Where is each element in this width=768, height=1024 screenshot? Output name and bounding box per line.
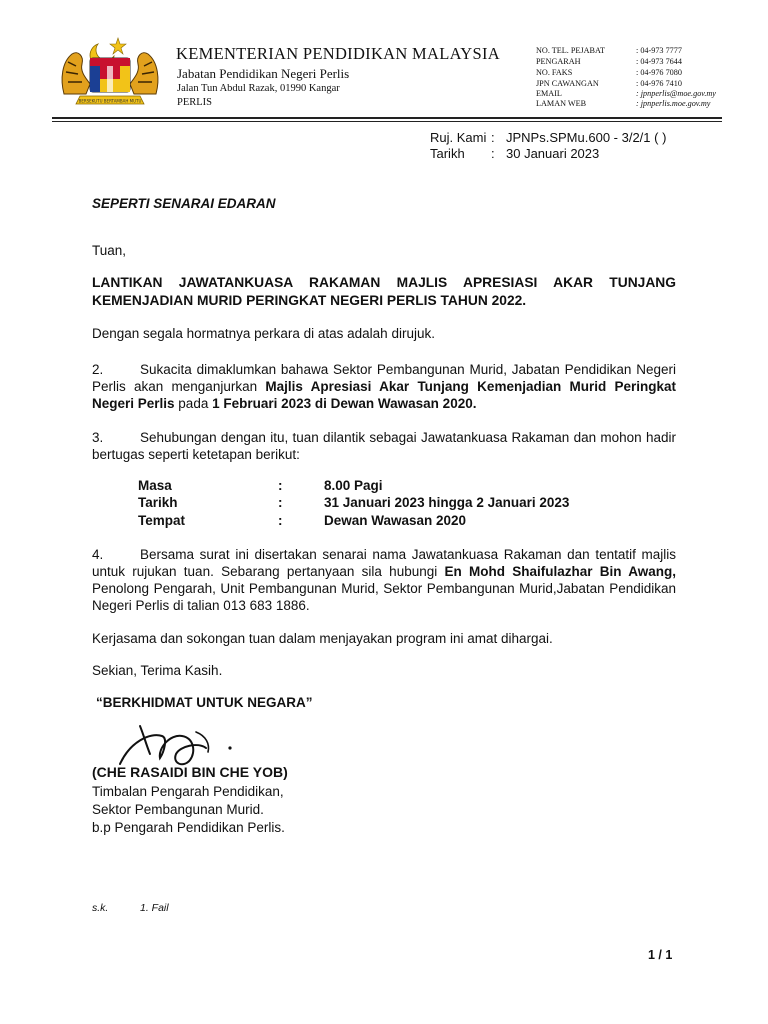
ministry-name: KEMENTERIAN PENDIDIKAN MALAYSIA bbox=[176, 44, 501, 63]
recipient: SEPERTI SENARAI EDARAN bbox=[92, 196, 276, 211]
paragraph-number: 2. bbox=[92, 362, 104, 377]
contact-row bbox=[536, 68, 726, 77]
ref-colon: : bbox=[491, 130, 495, 145]
contact-label: PENGARAH bbox=[536, 57, 581, 66]
schedule-label: Tempat bbox=[138, 513, 186, 528]
letter-date: 30 Januari 2023 bbox=[506, 146, 600, 161]
schedule-date: 31 Januari 2023 hingga 2 Januari 2023 bbox=[324, 495, 570, 510]
signatory-name: (CHE RASAIDI BIN CHE YOB) bbox=[92, 764, 288, 780]
signatory-authority: b.p Pengarah Pendidikan Perlis. bbox=[92, 820, 285, 835]
schedule-time: 8.00 Pagi bbox=[324, 478, 383, 493]
date-colon: : bbox=[491, 146, 495, 161]
ref-label: Ruj. Kami bbox=[430, 130, 487, 145]
page-number: 1 / 1 bbox=[648, 948, 673, 962]
cc-label: s.k. bbox=[92, 902, 109, 914]
contact-value: : 04-976 7410 bbox=[636, 79, 682, 88]
schedule-label: Masa bbox=[138, 478, 172, 493]
ref-number: JPNPs.SPMu.600 - 3/2/1 ( ) bbox=[506, 130, 667, 145]
signatory-sector: Sektor Pembangunan Murid. bbox=[92, 802, 264, 817]
paragraph-text: pada bbox=[174, 396, 213, 411]
event-name: Majlis Apresiasi Akar Tunjang Kemenjadian Murid Peringkat Negeri Perlis bbox=[92, 379, 676, 411]
paragraph-text: Bersama surat ini disertakan senarai nama Jawatankuasa Rakaman dan tentatif majlis untuk rujukan tuan. Sebarang pertanyaan sila hubungi bbox=[92, 547, 676, 579]
paragraph-text: Sukacita dimaklumkan bahawa Sektor Pembangunan Murid, Jabatan Pendidikan Negeri Perlis akan menganjurkan bbox=[92, 362, 676, 394]
contact-row bbox=[536, 46, 726, 55]
contact-row bbox=[536, 89, 726, 98]
contact-value: : 04-973 7777 bbox=[636, 46, 682, 55]
paragraph-text: Sehubungan dengan itu, tuan dilantik sebagai Jawatankuasa Rakaman dan mohon hadir bertugas seperti ketetapan berikut: bbox=[92, 430, 676, 462]
schedule-colon: : bbox=[278, 478, 283, 493]
contact-email: : jpnperlis@moe.gov.my bbox=[636, 89, 716, 98]
paragraph-text: Penolong Pengarah, Unit Pembangunan Murid, Sektor Pembangunan Murid,Jabatan Pendidikan Negeri Perlis di talian 013 683 1886. bbox=[92, 581, 676, 613]
schedule-colon: : bbox=[278, 513, 283, 528]
paragraph-number: 4. bbox=[92, 547, 104, 562]
subject-heading: LANTIKAN JAWATANKUASA RAKAMAN MAJLIS APRESIASI AKAR TUNJANG KEMENJADIAN MURID PERINGKAT NEGERI PERLIS TAHUN 2022. bbox=[92, 275, 676, 308]
department-name: Jabatan Pendidikan Negeri Perlis bbox=[177, 66, 350, 81]
letterhead-divider-thin bbox=[52, 121, 722, 122]
schedule-venue: Dewan Wawasan 2020 bbox=[324, 513, 467, 528]
contact-row bbox=[536, 99, 726, 108]
paragraph-4 bbox=[92, 546, 676, 614]
address-line-1: Jalan Tun Abdul Razak, 01990 Kangar bbox=[177, 83, 340, 94]
date-label: Tarikh bbox=[430, 146, 465, 161]
contact-label: NO. FAKS bbox=[536, 68, 573, 77]
svg-text:BERSEKUTU BERTAMBAH MUTU: BERSEKUTU BERTAMBAH MUTU bbox=[78, 98, 142, 104]
contact-person: En Mohd Shaifulazhar Bin Awang, bbox=[444, 564, 676, 579]
contact-label: EMAIL bbox=[536, 89, 562, 98]
cc-item: 1. Fail bbox=[140, 902, 169, 914]
schedule-colon: : bbox=[278, 495, 283, 510]
address-line-2: PERLIS bbox=[177, 97, 213, 108]
letterhead-divider bbox=[52, 117, 722, 119]
signatory-title: Timbalan Pengarah Pendidikan, bbox=[92, 784, 284, 799]
event-date-venue: 1 Februari 2023 di Dewan Wawasan 2020. bbox=[212, 396, 477, 411]
closing: Sekian, Terima Kasih. bbox=[92, 663, 223, 678]
paragraph-1: Dengan segala hormatnya perkara di atas adalah dirujuk. bbox=[92, 326, 435, 341]
contact-value: : 04-976 7080 bbox=[636, 68, 682, 77]
contact-value: : 04-973 7644 bbox=[636, 57, 682, 66]
contact-label: JPN CAWANGAN bbox=[536, 79, 599, 88]
contact-row bbox=[536, 79, 726, 88]
contact-label: NO. TEL. PEJABAT bbox=[536, 46, 605, 55]
paragraph-5: Kerjasama dan sokongan tuan dalam menjayakan program ini amat dihargai. bbox=[92, 631, 553, 646]
schedule-label: Tarikh bbox=[138, 495, 178, 510]
paragraph-2 bbox=[92, 361, 676, 412]
contact-label: LAMAN WEB bbox=[536, 99, 587, 108]
salutation: Tuan, bbox=[92, 243, 127, 258]
motto: “BERKHIDMAT UNTUK NEGARA” bbox=[96, 695, 313, 710]
coat-of-arms-icon bbox=[56, 34, 164, 108]
paragraph-number: 3. bbox=[92, 430, 104, 445]
contact-website: : jpnperlis.moe.gov.my bbox=[636, 99, 711, 108]
paragraph-3 bbox=[92, 429, 676, 463]
contact-row bbox=[536, 57, 726, 66]
